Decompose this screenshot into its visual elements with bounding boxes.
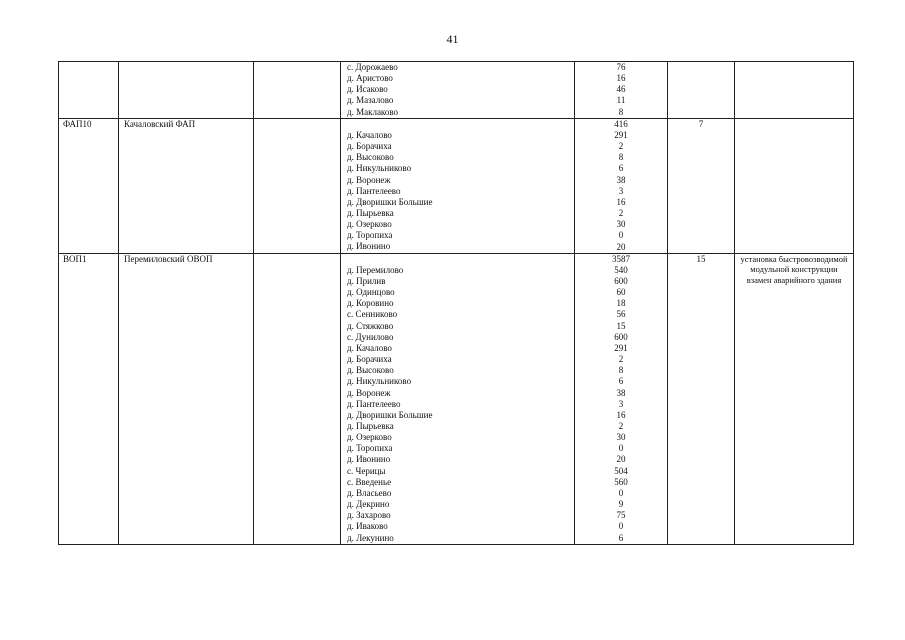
settlement-name: д. Качалово xyxy=(347,342,392,353)
settlement-name: д. Воронеж xyxy=(347,387,391,398)
note-cell xyxy=(735,118,854,253)
population-value: 6 xyxy=(618,532,624,543)
population-value: 600 xyxy=(614,331,628,342)
settlement-name: д. Декрино xyxy=(347,499,390,510)
page-number: 41 xyxy=(446,32,459,46)
population-value: 291 xyxy=(614,342,628,353)
settlement-name: д. Озерково xyxy=(347,432,392,443)
settlement-name: с. Введенье xyxy=(347,476,392,487)
population-total: 3587 xyxy=(612,253,630,264)
settlement-name: д. Никульниково xyxy=(347,163,412,174)
settlement-name: д. Пырьевка xyxy=(347,420,394,431)
settlement-name: с. Дунилово xyxy=(347,331,394,342)
population-value: 16 xyxy=(616,73,626,84)
facility-code-cell: ВОП1 xyxy=(59,253,119,544)
population-value: 8 xyxy=(618,106,624,117)
population-value: 75 xyxy=(616,510,626,521)
population-value: 46 xyxy=(616,84,626,95)
facility-name-cell: Перемиловский ОВОП xyxy=(119,253,254,544)
settlement-name: д. Воронеж xyxy=(347,174,391,185)
settlement-name: д. Озерково xyxy=(347,219,392,230)
population-value: 504 xyxy=(614,465,628,476)
population-value: 15 xyxy=(616,320,626,331)
facility-name-cell: Качаловский ФАП xyxy=(119,118,254,253)
settlement-name: д. Пантелеево xyxy=(347,398,401,409)
population-value: 20 xyxy=(616,241,626,252)
empty-cell xyxy=(254,118,341,253)
table-row xyxy=(59,253,854,544)
settlement-name: д. Высоково xyxy=(347,152,394,163)
population-value: 18 xyxy=(616,298,626,309)
settlement-name: д. Высоково xyxy=(347,365,394,376)
settlement-name: д. Качалово xyxy=(347,129,392,140)
empty-cell xyxy=(254,253,341,544)
settlement-name: д. Иваково xyxy=(347,521,388,532)
settlement-name: д. Торопиха xyxy=(347,230,393,241)
settlement-name: д. Пантелеево xyxy=(347,185,401,196)
population-value: 2 xyxy=(618,208,624,219)
population-value: 2 xyxy=(618,354,624,365)
population-value: 16 xyxy=(616,196,626,207)
population-value: 2 xyxy=(618,141,624,152)
population-value: 8 xyxy=(618,152,624,163)
settlement-name: д. Мазалово xyxy=(347,95,394,106)
settlement-name: с. Дорожаево xyxy=(347,62,398,72)
settlement-name: д. Аристово xyxy=(347,73,393,84)
settlements-cell xyxy=(341,118,575,253)
facility-code-cell: ФАП10 xyxy=(59,118,119,253)
population-cell xyxy=(575,253,668,544)
population-value: 16 xyxy=(616,409,626,420)
population-value: 560 xyxy=(614,476,628,487)
count-cell: 7 xyxy=(668,118,735,253)
population-value: 11 xyxy=(616,95,626,106)
settlement-name: д. Борачиха xyxy=(347,354,392,365)
population-value: 6 xyxy=(618,163,624,174)
population-value: 291 xyxy=(614,129,628,140)
settlement-name: д. Дворишки Большие xyxy=(347,409,433,420)
count-cell: 15 xyxy=(668,253,735,544)
settlement-name: д. Дворишки Большие xyxy=(347,196,433,207)
settlement-name: д. Власьево xyxy=(347,487,392,498)
population-value: 38 xyxy=(616,174,626,185)
note-cell xyxy=(735,62,854,119)
note-cell xyxy=(735,253,854,544)
population-value: 56 xyxy=(616,309,626,320)
settlements-cell xyxy=(341,62,575,119)
settlement-name: д. Одинцово xyxy=(347,287,395,298)
settlements-cell xyxy=(341,253,575,544)
count-cell xyxy=(668,62,735,119)
settlement-name: д. Коровино xyxy=(347,298,394,309)
population-value: 20 xyxy=(616,454,626,465)
facility-name-cell xyxy=(119,62,254,119)
population-value: 30 xyxy=(616,432,626,443)
settlement-name: д. Торопиха xyxy=(347,443,393,454)
population-value: 60 xyxy=(616,287,626,298)
population-value: 6 xyxy=(618,376,624,387)
population-value: 0 xyxy=(618,443,624,454)
empty-cell xyxy=(254,62,341,119)
population-total: 416 xyxy=(614,118,628,129)
table-row xyxy=(59,62,854,119)
population-value: 38 xyxy=(616,387,626,398)
facilities-table xyxy=(58,61,854,545)
settlement-name: д. Маклаково xyxy=(347,106,399,117)
table-row xyxy=(59,118,854,253)
population-value: 9 xyxy=(618,499,624,510)
note-text: установка быстровозводимой модульной конструкции взамен аварийного здания xyxy=(740,253,848,285)
settlement-name: с. Сенниково xyxy=(347,309,398,320)
settlement-name: д. Ивонино xyxy=(347,241,391,252)
population-value: 0 xyxy=(618,487,624,498)
settlement-name: д. Пырьевка xyxy=(347,208,394,219)
population-value: 0 xyxy=(618,521,624,532)
settlement-name: д. Ивонино xyxy=(347,454,391,465)
population-value: 0 xyxy=(618,230,624,241)
population-value: 3 xyxy=(618,185,624,196)
settlement-name: д. Захарово xyxy=(347,510,391,521)
population-value: 2 xyxy=(618,421,624,431)
settlement-name: д. Стяжково xyxy=(347,320,394,331)
settlement-name: д. Прилив xyxy=(347,275,386,286)
settlement-name: д. Борачиха xyxy=(347,141,392,152)
population-value: 30 xyxy=(616,219,626,230)
settlement-name: с. Черицы xyxy=(347,465,386,476)
population-value: 600 xyxy=(614,275,628,286)
population-cell xyxy=(575,118,668,253)
population-value: 3 xyxy=(618,398,624,409)
population-value: 540 xyxy=(614,264,628,275)
settlement-name: д. Лекунино xyxy=(347,532,394,543)
settlement-name: д. Никульниково xyxy=(347,376,412,387)
settlement-name: д. Исаково xyxy=(347,84,388,95)
population-value: 76 xyxy=(616,62,626,72)
settlement-name: д. Перемилово xyxy=(347,264,404,275)
population-value: 8 xyxy=(618,365,624,376)
population-cell xyxy=(575,62,668,119)
facility-code-cell xyxy=(59,62,119,119)
